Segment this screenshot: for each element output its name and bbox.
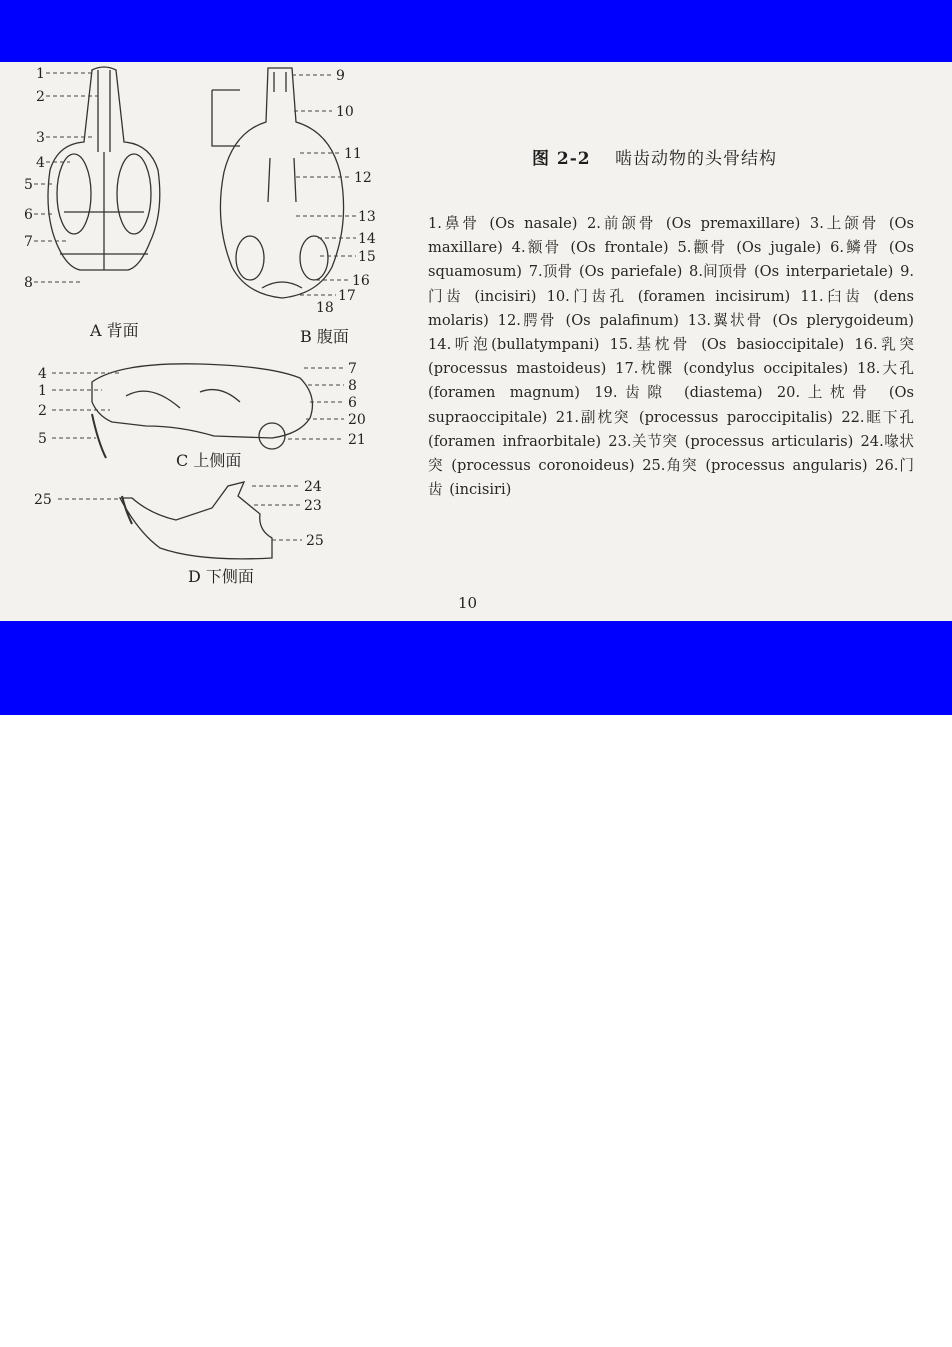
label-c-2: 2 <box>38 403 47 419</box>
label-a-3: 3 <box>36 130 45 146</box>
label-b-9: 9 <box>336 68 345 84</box>
label-a-8: 8 <box>24 275 33 291</box>
label-c-5: 5 <box>38 431 47 447</box>
figure-caption: 1.鼻骨 (Os nasale) 2.前颌骨 (Os premaxillare) 3.上颌骨 (Os maxillare) 4.额骨 (Os frontale) 5.颧骨 (Os jugale) 6.鳞骨 (Os squamosum) 7.顶骨 (Os pariefale) 8.间顶骨 (Os interparietale) 9.门齿 (incisiri) 10.门齿孔 (foramen incisirum) 11.臼齿 (dens molaris) 12.腭骨 (Os palafinum) 13.翼状骨 (Os plerygoideum) 14.听泡(bullatympani) 15.基枕骨 (Os basioccipitale) 16.乳突 (processus mastoideus) 17.枕髁 (condylus occipitales) 18.大孔 (foramen magnum) 19.齿隙 (diastema) 20.上枕骨 (Os supraoccipitale) 21.副枕突 (processus paroccipitalis) 22.眶下孔(foramen infraorbitale) 23.关节突 (processus articularis) 24.喙状突 (processus coronoideus) 25.角突 (processus angularis) 26.门齿 (incisiri) <box>428 215 914 499</box>
figure-number: 图 2-2 <box>532 149 591 169</box>
label-b-17: 17 <box>338 288 356 304</box>
label-c-4: 4 <box>38 366 47 382</box>
mandible-d-outline <box>120 482 272 559</box>
label-b-13: 13 <box>358 209 376 225</box>
label-a-4: 4 <box>36 155 45 171</box>
skull-c-outline <box>92 364 312 438</box>
label-d-25b: 25 <box>306 533 324 549</box>
label-b-12: 12 <box>354 170 372 186</box>
label-c-20: 20 <box>348 412 366 428</box>
label-a-2: 2 <box>36 89 45 105</box>
label-a-7: 7 <box>24 234 33 250</box>
label-b-16: 16 <box>352 273 370 289</box>
label-d-24: 24 <box>304 479 322 495</box>
label-c-8: 8 <box>348 378 357 394</box>
label-d-23: 23 <box>304 498 322 514</box>
label-c-6: 6 <box>348 395 357 411</box>
label-a-5: 5 <box>24 177 33 193</box>
top-blue-band <box>0 0 952 62</box>
label-b-10: 10 <box>336 104 354 120</box>
skull-b-outline <box>220 68 343 298</box>
bottom-blue-band <box>0 621 952 715</box>
label-a-6: 6 <box>24 207 33 223</box>
skull-figure <box>0 62 430 621</box>
scanned-page <box>0 62 952 621</box>
label-b-11: 11 <box>344 146 362 162</box>
figure-title <box>532 144 852 169</box>
label-d-25: 25 <box>34 492 52 508</box>
label-b-18: 18 <box>316 300 334 316</box>
label-b-15: 15 <box>358 249 376 265</box>
figure-title-text: 啮齿动物的头骨结构 <box>615 149 778 169</box>
panel-b-label: B 腹面 <box>300 327 349 346</box>
label-c-1: 1 <box>38 383 47 399</box>
panel-d-label: D 下侧面 <box>188 567 254 586</box>
label-b-14: 14 <box>358 231 376 247</box>
panel-a-label: A 背面 <box>90 321 139 340</box>
label-a-1: 1 <box>36 66 45 82</box>
page-number: 10 <box>458 594 478 612</box>
label-c-7: 7 <box>348 361 357 377</box>
label-c-21: 21 <box>348 432 366 448</box>
panel-c-label: C 上侧面 <box>176 451 242 470</box>
